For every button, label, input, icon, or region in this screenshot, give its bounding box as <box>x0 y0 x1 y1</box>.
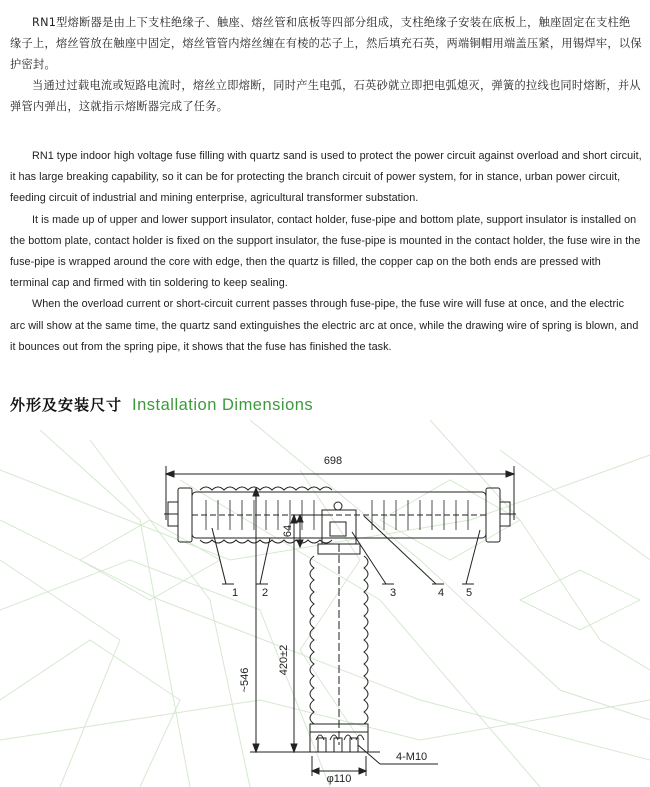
dim-width-label: 698 <box>323 455 343 467</box>
cn-paragraph-2: 当通过过载电流或短路电流时，熔丝立即熔断，同时产生电弧，石英砂就立即把电弧熄灭，弹簧的拉线也同时熔断，并从弹管内弹出，这就指示熔断器完成了任务。 <box>10 79 641 113</box>
heading-en: Installation Dimensions <box>132 396 314 414</box>
heading-cn: 外形及安装尺寸 <box>10 396 123 414</box>
dim-height-label: 420±2 <box>278 644 290 676</box>
dim-top-label: 64 <box>282 524 294 538</box>
dim-bolts-label: 4-M10 <box>396 751 428 763</box>
dim-total-height-label: ~546 <box>239 667 251 693</box>
dim-base-label: φ110 <box>326 773 352 785</box>
part-label-5: 5 <box>466 587 473 599</box>
en-paragraph-1: RN1 type indoor high voltage fuse filling with quartz sand is used to protect the power circuit against overload and short circuit, it has large breaking capability, so it can be for protecting the branch circuit of power system, for in stance, urban power circuit, feeding circuit of industrial and mining enterprise, agricultural transformer substation. <box>10 150 642 205</box>
part-label-3: 3 <box>390 587 397 599</box>
en-paragraph-3: When the overload current or short-circuit current passes through fuse-pipe, the fuse wire will fuse at once, and the electric arc will show at the same time, the quartz sand extinguishes the electric arc at once, while the drawing wire of spring is blown, and it bounces out from the spring pipe, it shows that the fuse has finished the task. <box>10 298 639 353</box>
cn-paragraph-1: RN1型熔断器是由上下支柱绝缘子、触座、熔丝管和底板等四部分组成，支柱绝缘子安装在底板上，触座固定在支柱绝缘子上，熔丝管放在触座中固定，熔丝管管内熔丝缠在有棱的芯子上，然后填充石英，两端铜帽用端盖压紧，用锡焊牢，以保护密封。 <box>10 16 642 71</box>
part-label-1: 1 <box>232 587 239 599</box>
part-label-2: 2 <box>262 587 269 599</box>
part-label-4: 4 <box>438 587 445 599</box>
en-paragraph-2: It is made up of upper and lower support insulator, contact holder, fuse-pipe and bottom plate, support insulator is installed on the bottom plate, contact holder is fixed on the support insulator, the fuse-pipe is mounted in the contact holder, the fuse wire in the fuse-pipe is wrapped around the core with edge, then the quartz is filled, the copper cap on the both ends are pressed with terminal cap and firmed with tin soldering to keep sealing. <box>10 213 641 290</box>
